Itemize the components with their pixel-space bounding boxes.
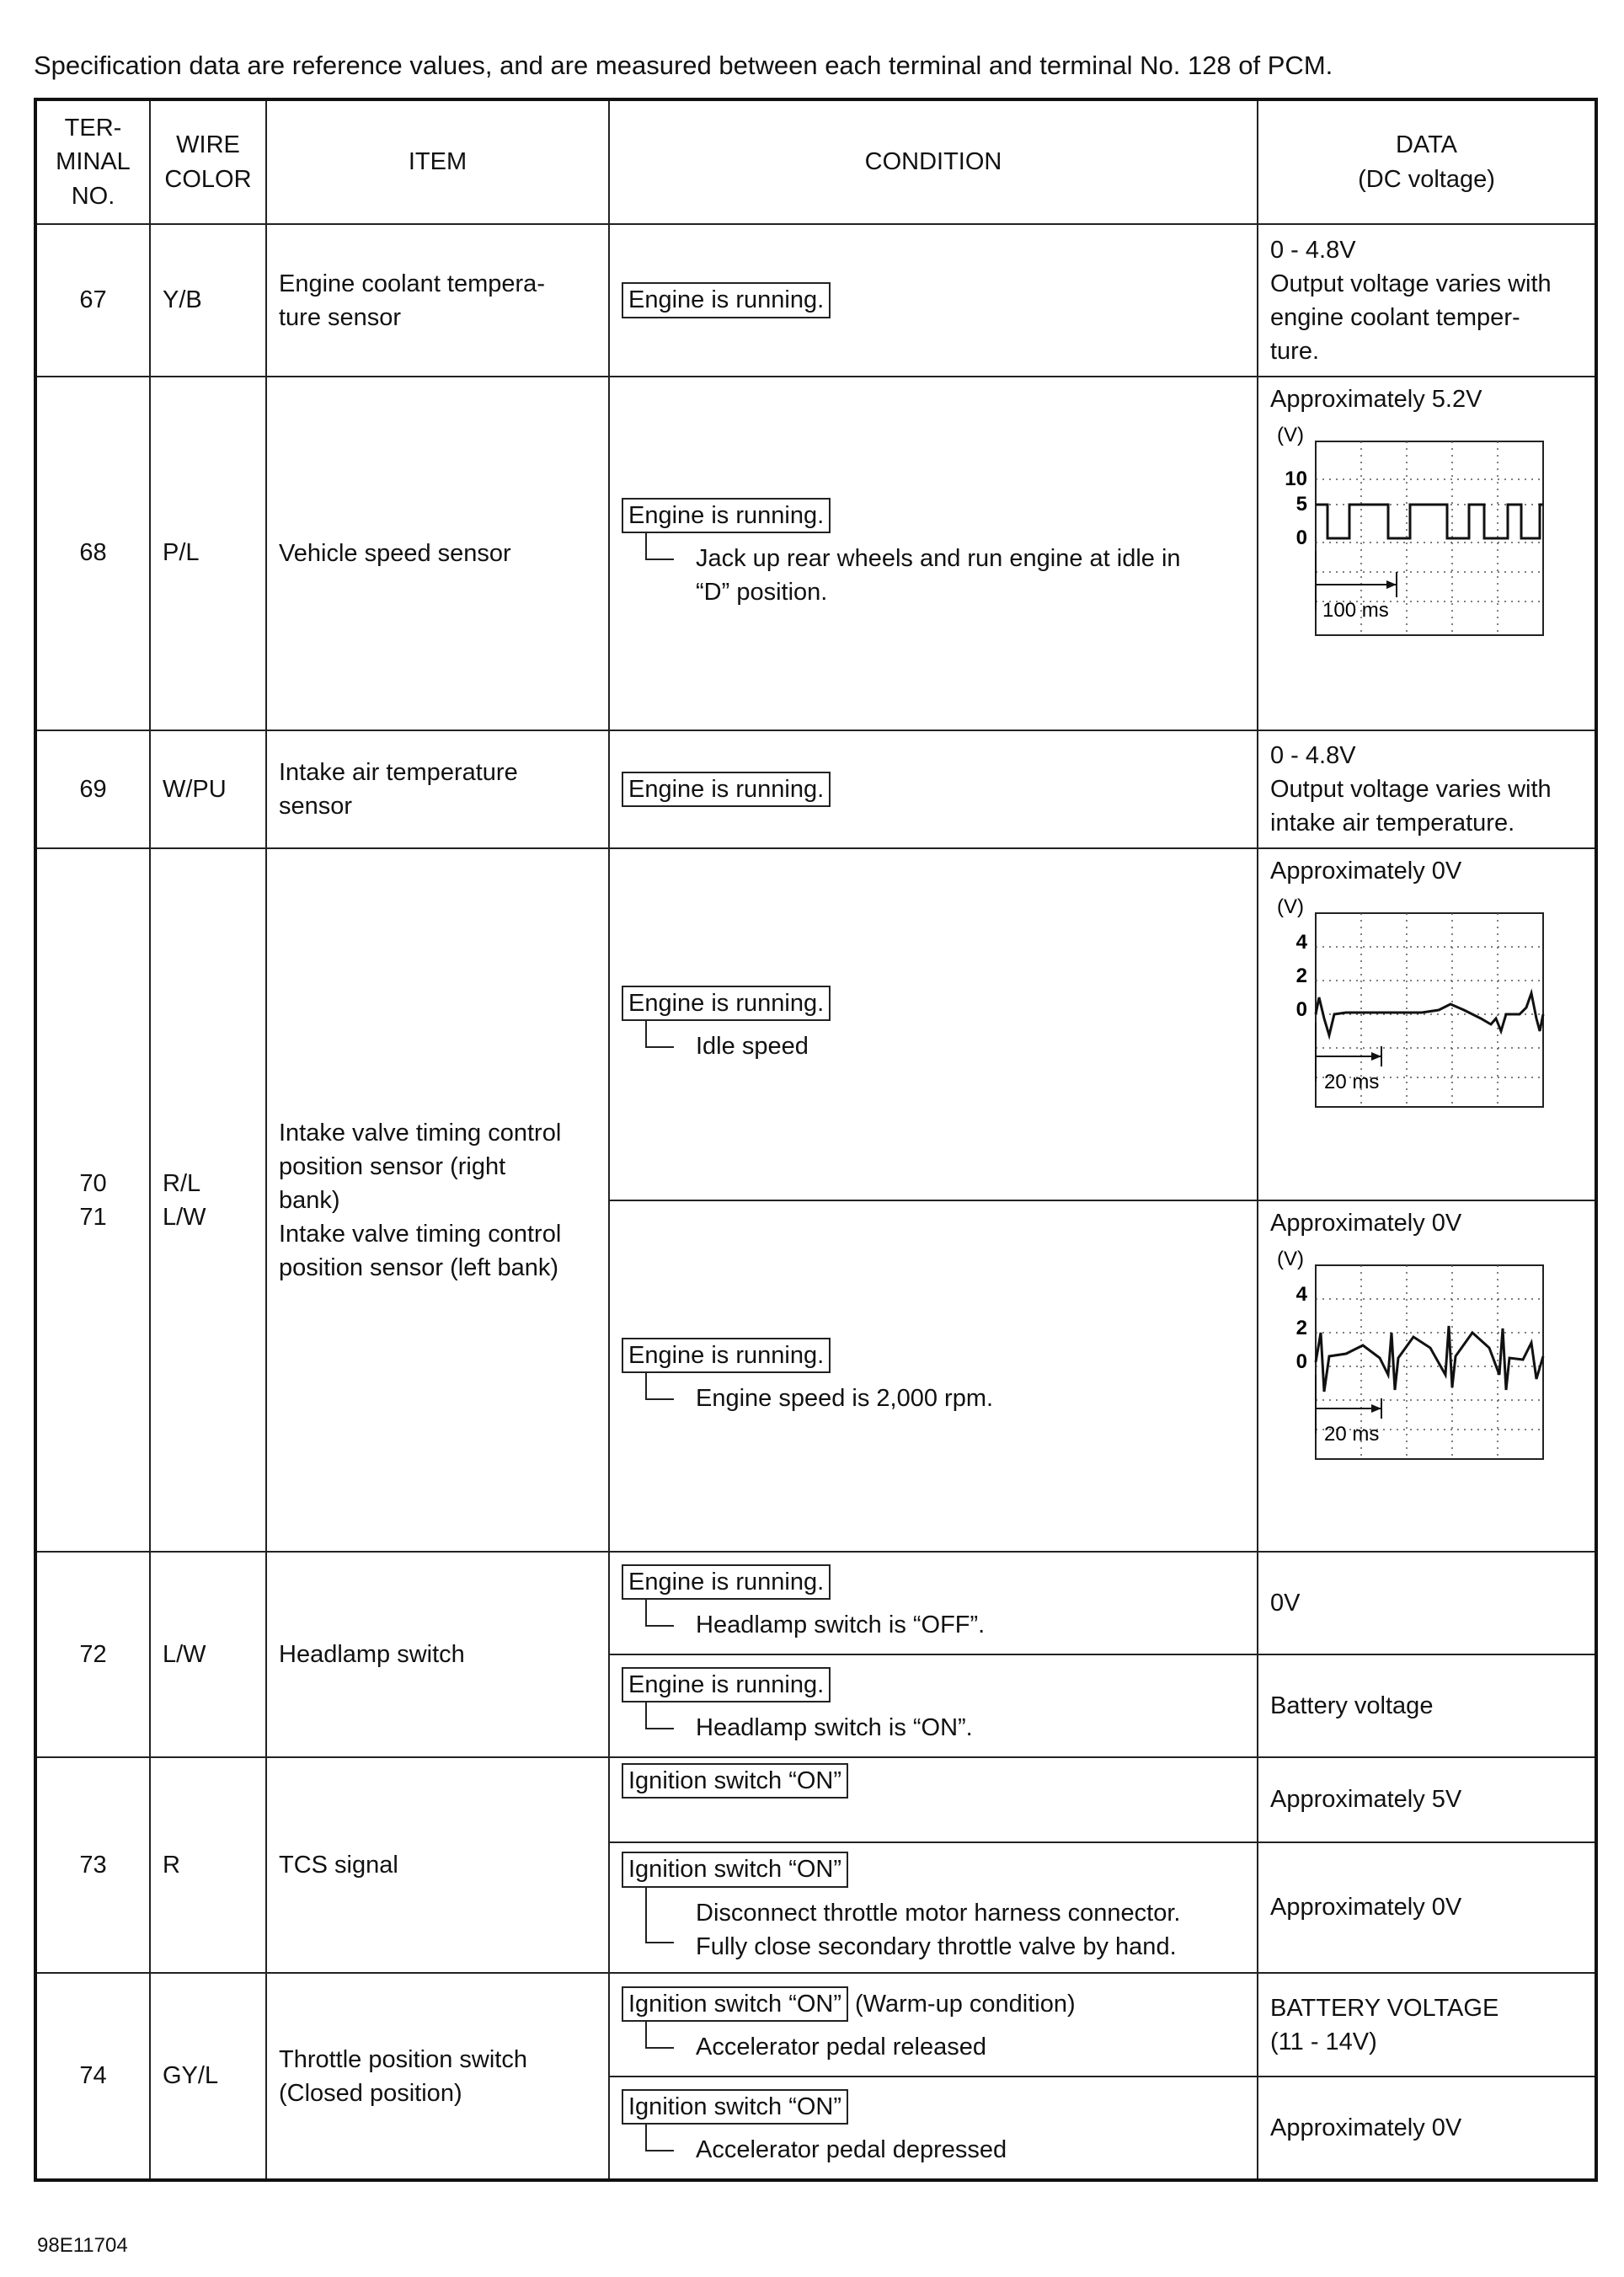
condition-box: Ignition switch “ON” [622,1852,848,1887]
y-unit: (V) [1277,896,1304,919]
condition-box: Engine is running. [622,772,831,807]
terminal-no: 69 [35,730,150,849]
header-data: DATA (DC voltage) [1258,99,1596,224]
condition-sub: Engine speed is 2,000 rpm. [622,1382,1245,1415]
wire-color: Y/B [150,224,266,377]
figure-code: 98E11704 [37,2234,128,2257]
condition-box: Engine is running. [622,1338,831,1373]
y-tick: 2 [1295,965,1307,988]
condition-cell [609,224,1258,377]
data-cell: 0 - 4.8V Output voltage varies with engine coolant temper- ture. [1258,224,1596,377]
y-tick: 5 [1295,493,1307,516]
item-cell: Engine coolant tempera- ture sensor [266,224,609,377]
time-label: 20 ms [1324,1422,1380,1446]
y-tick: 4 [1295,931,1307,954]
waveform-idle [1270,896,1557,1115]
condition-cell [609,1654,1258,1757]
table-row [35,1552,1596,1654]
terminal-no: 74 [35,1973,150,2180]
condition-cell [609,1200,1258,1553]
terminal-no: 67 [35,224,150,377]
table-row [35,848,1596,1200]
condition-extra: (Warm-up condition) [855,1990,1076,2018]
y-tick: 0 [1295,1350,1307,1373]
time-label: 100 ms [1322,599,1389,623]
waveform-2000rpm [1270,1248,1557,1467]
data-cell: Battery voltage [1258,1654,1596,1757]
condition-sub: Headlamp switch is “OFF”. [622,1608,1245,1642]
data-cell: Approximately 0V [1258,1842,1596,1974]
terminal-no: 68 [35,377,150,730]
terminal-no: 73 [35,1757,150,1974]
data-cell: Approximately 0V (V) 4 2 0 20 ms [1258,1200,1596,1553]
condition-cell [609,848,1258,1200]
terminal-no: 72 [35,1552,150,1756]
wire-color: R [150,1757,266,1974]
y-tick: 2 [1295,1316,1307,1339]
condition-sub: Disconnect throttle motor harness connector. Fully close secondary throttle valve by hand. [622,1896,1245,1964]
data-cell: 0 - 4.8V Output voltage varies with intake air temperature. [1258,730,1596,849]
condition-sub: Accelerator pedal depressed [622,2133,1245,2167]
header-row [35,99,1596,224]
terminal-spec-table [34,98,1598,2182]
wire-color: W/PU [150,730,266,849]
condition-cell [609,1552,1258,1654]
condition-cell [609,377,1258,730]
wire-color: L/W [150,1552,266,1756]
time-label: 20 ms [1324,1071,1380,1094]
terminal-no: 70 71 [35,848,150,1552]
y-unit: (V) [1277,1248,1304,1270]
condition-cell [609,1842,1258,1974]
condition-sub: Idle speed [622,1029,1245,1063]
header-wire-color: WIRE COLOR [150,99,266,224]
item-cell: TCS signal [266,1757,609,1974]
wire-color: P/L [150,377,266,730]
table-row [35,1973,1596,2077]
wire-color: R/L L/W [150,848,266,1552]
wire-color: GY/L [150,1973,266,2180]
item-cell: Intake valve timing control position sensor (right bank) Intake valve timing control position sensor (left bank) [266,848,609,1552]
condition-box: Engine is running. [622,1667,831,1702]
header-item: ITEM [266,99,609,224]
item-cell: Headlamp switch [266,1552,609,1756]
condition-box: Engine is running. [622,986,831,1021]
waveform-speed-sensor [1270,425,1557,644]
table-row [35,730,1596,849]
condition-cell [609,1757,1258,1842]
table-row [35,377,1596,730]
condition-cell [609,1973,1258,2077]
condition-box: Engine is running. [622,498,831,533]
data-cell: Approximately 5V [1258,1757,1596,1842]
header-terminal-no: TER- MINAL NO. [35,99,150,224]
y-tick: 4 [1295,1282,1307,1306]
condition-sub: Accelerator pedal released [622,2030,1245,2064]
table-row [35,224,1596,377]
condition-box: Ignition switch “ON” [622,2089,848,2125]
data-cell: Approximately 0V (V) 4 2 0 20 ms [1258,848,1596,1200]
y-tick: 10 [1285,468,1307,491]
item-cell: Intake air temperature sensor [266,730,609,849]
data-cell: Approximately 0V [1258,2077,1596,2180]
condition-cell [609,730,1258,849]
y-tick: 0 [1295,526,1307,550]
condition-sub: Jack up rear wheels and run engine at idle in “D” position. [622,542,1245,609]
condition-box: Ignition switch “ON” [622,1986,848,2022]
data-cell: 0V [1258,1552,1596,1654]
data-cell: BATTERY VOLTAGE (11 - 14V) [1258,1973,1596,2077]
condition-sub: Headlamp switch is “ON”. [622,1711,1245,1745]
condition-cell [609,2077,1258,2180]
condition-box: Engine is running. [622,282,831,318]
item-cell: Vehicle speed sensor [266,377,609,730]
condition-box: Ignition switch “ON” [622,1763,848,1799]
item-cell: Throttle position switch (Closed position) [266,1973,609,2180]
y-tick: 0 [1295,998,1307,1022]
condition-box: Engine is running. [622,1564,831,1600]
y-unit: (V) [1277,425,1304,447]
data-cell: Approximately 5.2V (V) 10 5 0 100 ms [1258,377,1596,730]
intro-text: Specification data are reference values, and are measured between each terminal and terminal No. 128 of PCM. [34,51,1333,80]
table-row [35,1757,1596,1842]
header-condition: CONDITION [609,99,1258,224]
